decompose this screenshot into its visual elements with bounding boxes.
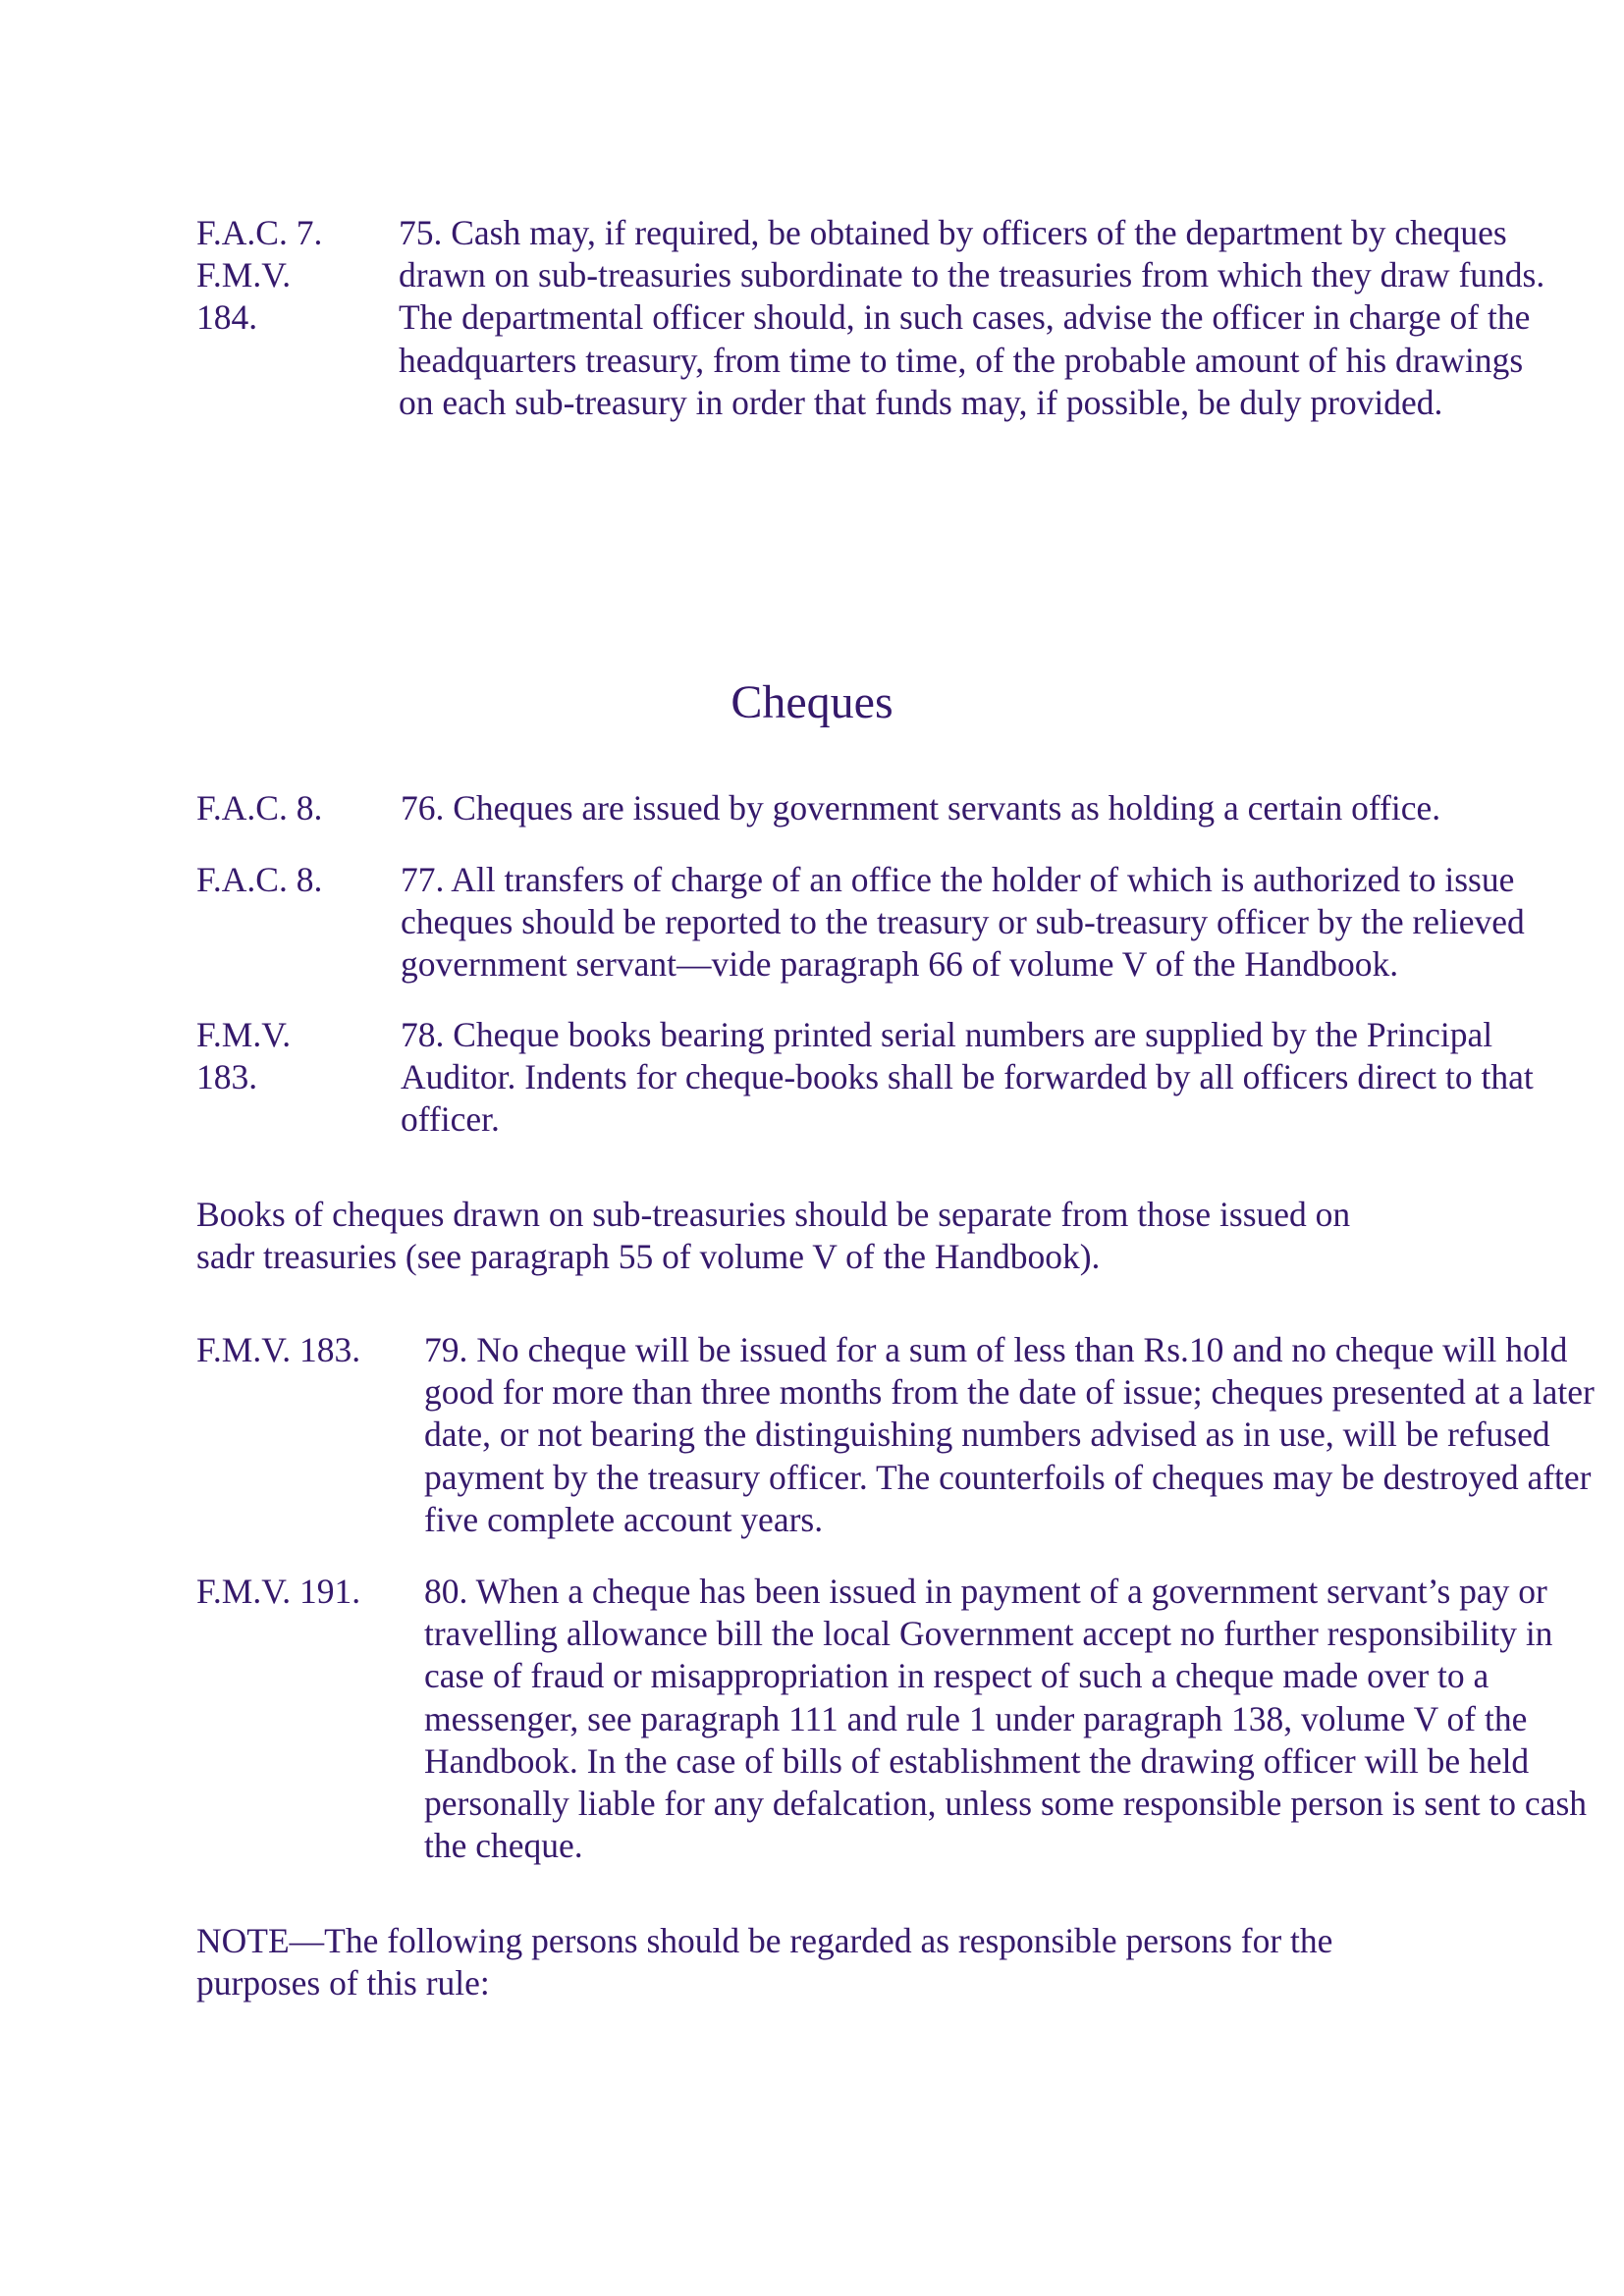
text-line: travelling allowance bill the local Government accept no further responsibility in <box>424 1614 1553 1654</box>
text-line: 77. All transfers of charge of an office the holder of which is authorized to issue <box>401 860 1515 899</box>
paragraph-text <box>401 1014 1534 1142</box>
paragraph-text <box>399 212 1544 424</box>
paragraph-books-of-cheques <box>196 1194 1350 1278</box>
reference-line: 183. <box>196 1057 258 1097</box>
text-line: 75. Cash may, if required, be obtained by officers of the department by cheques <box>399 213 1507 252</box>
text-line: 78. Cheque books bearing printed serial numbers are supplied by the Principal <box>401 1015 1493 1054</box>
text-line: The departmental officer should, in such cases, advise the officer in charge of the <box>399 297 1531 338</box>
paragraph-text <box>401 787 1440 829</box>
text-line: five complete account years. <box>424 1499 824 1539</box>
text-line: messenger, see paragraph 111 and rule 1 under paragraph 138, volume V of the <box>424 1698 1528 1738</box>
text-line: officer. <box>401 1099 500 1140</box>
text-line: sadr treasuries (see paragraph 55 of volume V of the Handbook). <box>196 1237 1101 1277</box>
text-line: date, or not bearing the distinguishing numbers advised as in use, will be refused <box>424 1415 1550 1455</box>
reference-line: F.M.V. 191. <box>196 1572 361 1611</box>
text-line: drawn on sub-treasuries subordinate to the treasuries from which they draw funds. <box>399 255 1545 295</box>
text-line: 80. When a cheque has been issued in payment of a government servant’s pay or <box>424 1572 1547 1611</box>
text-line: on each sub-treasury in order that funds may, if possible, be duly provided. <box>399 382 1443 422</box>
text-line: headquarters treasury, from time to time, of the probable amount of his drawings <box>399 340 1524 380</box>
section-heading: Cheques <box>731 676 893 728</box>
text-line: the cheque. <box>424 1826 583 1866</box>
reference-line: F.A.C. 8. <box>196 788 323 828</box>
text-line: good for more than three months from the date of issue; cheques presented at a later <box>424 1372 1595 1413</box>
marginal-reference <box>196 1571 360 1613</box>
reference-line: F.A.C. 7. <box>196 213 323 252</box>
text-line: payment by the treasury officer. The counterfoils of cheques may be destroyed after <box>424 1457 1592 1497</box>
text-line: NOTE—The following persons should be regarded as responsible persons for the <box>196 1921 1333 1960</box>
reference-line: F.M.V. <box>196 1015 292 1054</box>
marginal-reference <box>196 787 322 829</box>
text-line: personally liable for any defalcation, unless some responsible person is sent to cash <box>424 1784 1588 1824</box>
reference-line: F.M.V. <box>196 255 292 295</box>
text-line: case of fraud or misappropriation in respect of such a cheque made over to a <box>424 1656 1489 1696</box>
text-line: 76. Cheques are issued by government servants as holding a certain office. <box>401 788 1441 828</box>
text-line: Auditor. Indents for cheque-books shall be forwarded by all officers direct to that <box>401 1057 1534 1097</box>
text-line: Handbook. In the case of bills of establishment the drawing officer will be held <box>424 1740 1530 1781</box>
marginal-reference <box>196 859 322 901</box>
reference-line: F.A.C. 8. <box>196 860 323 899</box>
paragraph-text <box>424 1571 1587 1867</box>
reference-line: 184. <box>196 297 258 338</box>
text-line: 79. No cheque will be issued for a sum of less than Rs.10 and no cheque will hold <box>424 1330 1568 1369</box>
reference-line: F.M.V. 183. <box>196 1330 361 1369</box>
paragraph-text <box>401 859 1525 987</box>
marginal-reference <box>196 212 322 340</box>
paragraph-text <box>424 1329 1595 1541</box>
text-line: cheques should be reported to the treasury or sub-treasury officer by the relieved <box>401 902 1525 942</box>
text-line: purposes of this rule: <box>196 1963 490 2003</box>
text-line: Books of cheques drawn on sub-treasuries should be separate from those issued on <box>196 1195 1351 1234</box>
note-paragraph <box>196 1920 1332 2004</box>
text-line: government servant—vide paragraph 66 of volume V of the Handbook. <box>401 944 1399 985</box>
marginal-reference <box>196 1014 291 1098</box>
marginal-reference <box>196 1329 360 1371</box>
